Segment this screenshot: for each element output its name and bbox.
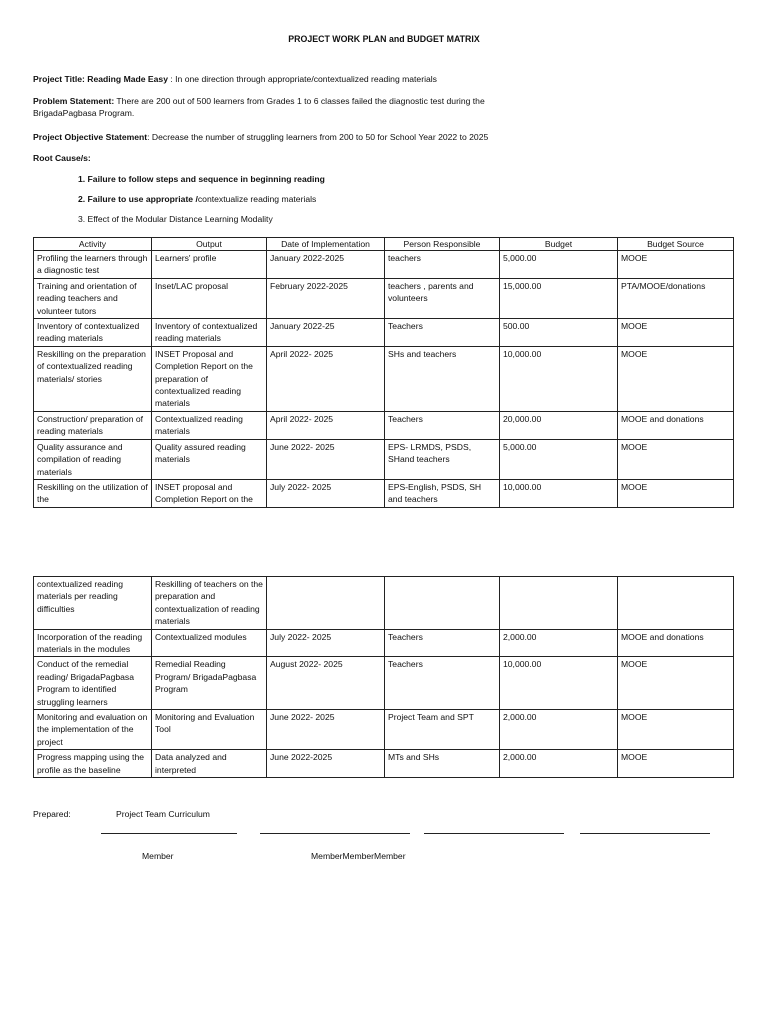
cell-date: January 2022-25 <box>267 319 385 347</box>
cell-output: Learners' profile <box>152 251 267 279</box>
objective-statement <box>33 131 488 143</box>
cell-output: Quality assured reading materials <box>152 439 267 479</box>
cell-date: February 2022-2025 <box>267 278 385 318</box>
cell-person: Teachers <box>385 657 500 710</box>
cell-output: INSET proposal and Completion Report on the <box>152 479 267 507</box>
problem-statement-label: Problem Statement: <box>33 96 115 106</box>
root-cause-label: Root Cause/s: <box>33 153 91 163</box>
cell-output: INSET Proposal and Completion Report on the preparation of contextualized reading materials <box>152 346 267 411</box>
cell-date: June 2022- 2025 <box>267 439 385 479</box>
signature-line <box>260 833 410 834</box>
work-plan-table <box>33 237 734 508</box>
cell-date: January 2022-2025 <box>267 251 385 279</box>
table-row <box>34 577 734 630</box>
signature-line <box>580 833 710 834</box>
header-activity: Activity <box>34 238 152 251</box>
cell-date: April 2022- 2025 <box>267 411 385 439</box>
cell-person: MTs and SHs <box>385 750 500 778</box>
cell-date: June 2022-2025 <box>267 750 385 778</box>
cell-activity: Inventory of contextualized reading materials <box>34 319 152 347</box>
cell-budget: 15,000.00 <box>500 278 618 318</box>
header-budget: Budget <box>500 238 618 251</box>
project-title-line <box>33 73 437 85</box>
work-plan-table-continued <box>33 576 734 778</box>
cell-source: MOOE <box>618 251 734 279</box>
root-cause-3: 3. Effect of the Modular Distance Learning Modality <box>78 214 273 224</box>
document-title: PROJECT WORK PLAN and BUDGET MATRIX <box>288 34 480 44</box>
header-source: Budget Source <box>618 238 734 251</box>
cell-activity: contextualized reading materials per reading difficulties <box>34 577 152 630</box>
cell-output: Reskilling of teachers on the preparation and contextualization of reading materials <box>152 577 267 630</box>
root-cause-1: 1. Failure to follow steps and sequence in beginning reading <box>78 174 325 184</box>
cell-activity: Training and orientation of reading teachers and volunteer tutors <box>34 278 152 318</box>
cell-source: MOOE <box>618 479 734 507</box>
cell-activity: Progress mapping using the profile as the baseline <box>34 750 152 778</box>
cell-date: June 2022- 2025 <box>267 710 385 750</box>
prepared-value: Project Team Curriculum <box>116 809 210 819</box>
cell-person: teachers , parents and volunteers <box>385 278 500 318</box>
cell-source: MOOE <box>618 439 734 479</box>
problem-statement-line1: There are 200 out of 500 learners from Grades 1 to 6 classes failed the diagnostic test during the <box>114 96 485 106</box>
objective-label: Project Objective Statement <box>33 132 148 142</box>
cell-output: Data analyzed and interpreted <box>152 750 267 778</box>
prepared-label: Prepared: <box>33 809 71 819</box>
project-title-label: Project Title: Reading Made Easy <box>33 74 168 84</box>
cell-output: Inset/LAC proposal <box>152 278 267 318</box>
cell-source: MOOE <box>618 346 734 411</box>
cell-activity: Construction/ preparation of reading materials <box>34 411 152 439</box>
cell-date <box>267 577 385 630</box>
table-row <box>34 346 734 411</box>
cell-budget: 2,000.00 <box>500 629 618 657</box>
cell-date: April 2022- 2025 <box>267 346 385 411</box>
signature-members: MemberMemberMember <box>311 851 406 861</box>
objective-value: : Decrease the number of struggling learners from 200 to 50 for School Year 2022 to 2025 <box>147 132 489 142</box>
cell-budget: 500.00 <box>500 319 618 347</box>
table-row <box>34 319 734 347</box>
cell-budget: 10,000.00 <box>500 479 618 507</box>
cell-budget: 2,000.00 <box>500 750 618 778</box>
cell-activity: Incorporation of the reading materials in the modules <box>34 629 152 657</box>
table-row <box>34 411 734 439</box>
table-row <box>34 251 734 279</box>
table-row <box>34 479 734 507</box>
project-title-separator: : <box>168 74 176 84</box>
header-person: Person Responsible <box>385 238 500 251</box>
cell-output: Contextualized modules <box>152 629 267 657</box>
cell-activity: Quality assurance and compilation of reading materials <box>34 439 152 479</box>
cell-activity: Monitoring and evaluation on the implementation of the project <box>34 710 152 750</box>
cell-budget: 5,000.00 <box>500 439 618 479</box>
cell-source: MOOE <box>618 750 734 778</box>
cell-source <box>618 577 734 630</box>
table-header-row <box>34 238 734 251</box>
table-row <box>34 439 734 479</box>
cell-person: Teachers <box>385 629 500 657</box>
cell-person: teachers <box>385 251 500 279</box>
root-cause-2 <box>78 193 316 205</box>
cell-date: July 2022- 2025 <box>267 629 385 657</box>
header-date: Date of Implementation <box>267 238 385 251</box>
cell-person: Project Team and SPT <box>385 710 500 750</box>
table-row <box>34 629 734 657</box>
signature-line <box>101 833 237 834</box>
cell-source: MOOE <box>618 657 734 710</box>
cell-person: EPS-English, PSDS, SH and teachers <box>385 479 500 507</box>
cell-output: Contextualized reading materials <box>152 411 267 439</box>
cell-person: Teachers <box>385 319 500 347</box>
table-row <box>34 710 734 750</box>
signature-member: Member <box>142 851 174 861</box>
cell-source: PTA/MOOE/donations <box>618 278 734 318</box>
cell-activity: Profiling the learners through a diagnostic test <box>34 251 152 279</box>
cell-budget: 2,000.00 <box>500 710 618 750</box>
root-cause-2-bold: 2. Failure to use appropriate / <box>78 194 198 204</box>
cell-budget: 10,000.00 <box>500 657 618 710</box>
cell-person: SHs and teachers <box>385 346 500 411</box>
cell-source: MOOE and donations <box>618 411 734 439</box>
cell-person: EPS- LRMDS, PSDS, SHand teachers <box>385 439 500 479</box>
cell-budget <box>500 577 618 630</box>
cell-budget: 5,000.00 <box>500 251 618 279</box>
cell-activity: Conduct of the remedial reading/ BrigadaPagbasa Program to identified struggling learners <box>34 657 152 710</box>
cell-output: Remedial Reading Program/ BrigadaPagbasa Program <box>152 657 267 710</box>
cell-activity: Reskilling on the preparation of contextualized reading materials/ stories <box>34 346 152 411</box>
cell-person: Teachers <box>385 411 500 439</box>
cell-budget: 10,000.00 <box>500 346 618 411</box>
cell-output: Inventory of contextualized reading materials <box>152 319 267 347</box>
table-row <box>34 657 734 710</box>
cell-source: MOOE and donations <box>618 629 734 657</box>
cell-budget: 20,000.00 <box>500 411 618 439</box>
signature-line <box>424 833 564 834</box>
problem-statement <box>33 95 485 119</box>
cell-activity: Reskilling on the utilization of the <box>34 479 152 507</box>
cell-date: August 2022- 2025 <box>267 657 385 710</box>
cell-source: MOOE <box>618 710 734 750</box>
cell-output: Monitoring and Evaluation Tool <box>152 710 267 750</box>
cell-date: July 2022- 2025 <box>267 479 385 507</box>
problem-statement-line2: BrigadaPagbasa Program. <box>33 108 135 118</box>
table-row <box>34 750 734 778</box>
header-output: Output <box>152 238 267 251</box>
cell-person <box>385 577 500 630</box>
cell-source: MOOE <box>618 319 734 347</box>
project-title-value: In one direction through appropriate/contextualized reading materials <box>175 74 437 84</box>
table-row <box>34 278 734 318</box>
root-cause-2-rest: contextualize reading materials <box>197 194 317 204</box>
